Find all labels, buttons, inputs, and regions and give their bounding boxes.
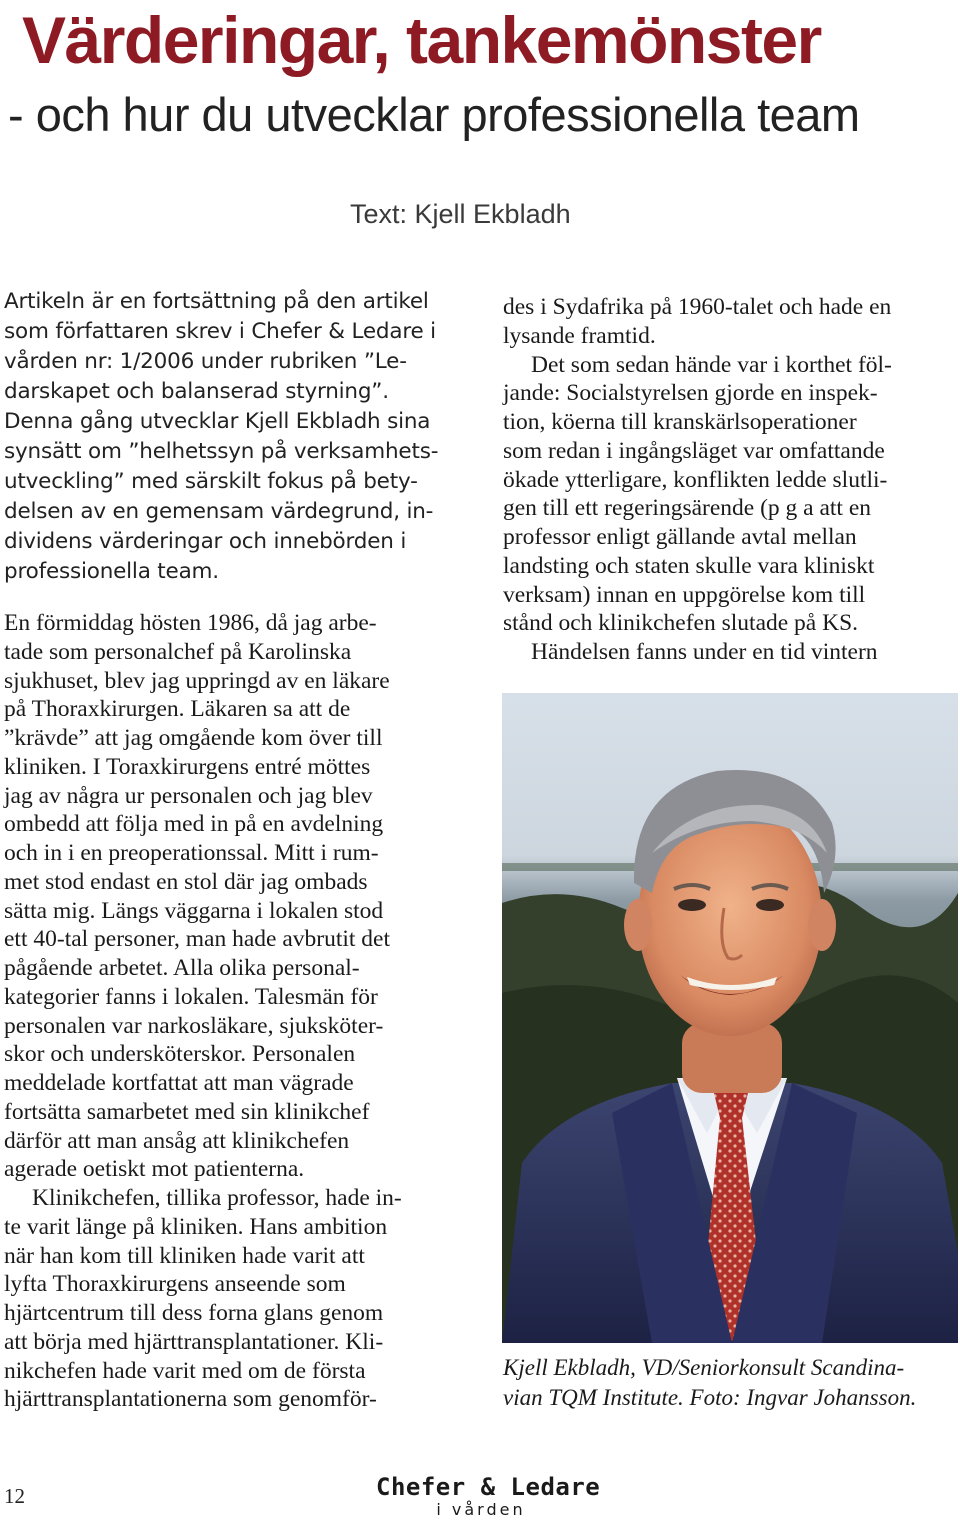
- page-number: 12: [4, 1484, 25, 1508]
- body-line: lyfta Thoraxkirurgens anseende som: [4, 1271, 346, 1298]
- body-line: kategorier fanns i lokalen. Talesmän för: [4, 983, 378, 1010]
- article-subtitle: - och hur du utvecklar professionella team: [8, 88, 860, 141]
- body-line: tion, köerna till kranskärlsoperationer: [503, 409, 857, 435]
- portrait-illustration: [502, 693, 958, 1343]
- body-line: agerade oetiskt mot patienterna.: [4, 1156, 305, 1183]
- body-line: En förmiddag hösten 1986, då jag arbe-: [4, 610, 377, 636]
- ingress-line: Artikeln är en fortsättning på den artikel: [4, 289, 429, 314]
- body-line: verksam) innan en uppgörelse kom till: [503, 581, 866, 608]
- body-line: te varit länge på kliniken. Hans ambition: [4, 1213, 388, 1240]
- body-line: jande: Socialstyrelsen gjorde en inspek-: [503, 380, 878, 407]
- ingress-line: vården nr: 1/2006 under rubriken ”Le-: [4, 349, 407, 374]
- body-line: på Thoraxkirurgen. Läkaren sa att de: [4, 696, 351, 723]
- ingress-line: Denna gång utvecklar Kjell Ekbladh sina: [4, 409, 431, 434]
- body-line: ombedd att följa med in på en avdelning: [4, 811, 384, 838]
- ingress-line: darskapet och balanserad styrning”.: [4, 379, 389, 404]
- body-column-left: [4, 609, 454, 1414]
- body-line: Klinikchefen, tillika professor, hade in-: [32, 1185, 402, 1211]
- body-line: och in i en preoperationssal. Mitt i rum-: [4, 840, 379, 866]
- body-line: gen till ett regeringsärende (p g a att en: [503, 495, 872, 522]
- ingress-line: som författaren skrev i Chefer & Ledare i: [4, 319, 436, 344]
- body-line: ”krävde” att jag omgående kom över till: [4, 725, 383, 751]
- byline: Text: Kjell Ekbladh: [350, 199, 571, 229]
- ingress-line: utveckling” med särskilt fokus på bety-: [4, 469, 418, 494]
- ingress-line: dividens värderingar och innebörden i: [4, 529, 407, 554]
- photo-caption: [503, 1353, 958, 1413]
- ingress-paragraph: [4, 287, 454, 587]
- author-photo: [502, 693, 958, 1343]
- body-line: lysande framtid.: [503, 322, 656, 349]
- body-line: meddelade kortfattat att man vägrade: [4, 1070, 354, 1096]
- body-line: när han kom till kliniken hade varit att: [4, 1242, 365, 1269]
- body-line: skor och undersköterskor. Personalen: [4, 1041, 356, 1068]
- ingress-line: delsen av en gemensam värdegrund, in-: [4, 499, 434, 524]
- body-line: professor enligt gällande avtal mellan: [503, 524, 857, 550]
- body-line: nikchefen hade varit med om de första: [4, 1357, 366, 1384]
- body-line: met stod endast en stol där jag ombads: [4, 868, 368, 895]
- ingress-line: synsätt om ”helhetssyn på verksamhets-: [4, 439, 439, 464]
- body-line: som redan i ingångsläget var omfattande: [503, 437, 885, 464]
- body-line: hjärttransplantationerna som genomför-: [4, 1386, 377, 1413]
- body-line: Händelsen fanns under en tid vintern: [531, 639, 878, 665]
- body-line: att börja med hjärttransplantationer. Kli-: [4, 1328, 384, 1355]
- body-line: tade som personalchef på Karolinska: [4, 638, 352, 665]
- publication-logo: [376, 1473, 601, 1519]
- body-column-right: [503, 293, 953, 667]
- body-line: pågående arbetet. Alla olika personal-: [4, 955, 360, 981]
- body-line: hjärtcentrum till dess forna glans genom: [4, 1300, 384, 1326]
- caption-line: vian TQM Institute. Foto: Ingvar Johansson.: [503, 1385, 917, 1410]
- body-line: därför att man ansåg att klinikchefen: [4, 1127, 350, 1154]
- logo-wordmark: Chefer & Ledare: [376, 1473, 601, 1501]
- body-line: des i Sydafrika på 1960-talet och hade en: [503, 294, 892, 320]
- body-line: landsting och staten skulle vara kliniskt: [503, 552, 875, 579]
- ingress-line: professionella team.: [4, 559, 219, 584]
- body-line: ett 40-tal personer, man hade avbrutit det: [4, 926, 391, 953]
- body-line: jag av några ur personalen och jag blev: [4, 782, 373, 809]
- body-line: stånd och klinikchefen slutade på KS.: [503, 610, 859, 637]
- body-line: ökade ytterligare, konflikten ledde slutli-: [503, 466, 888, 493]
- body-line: fortsätta samarbetet med sin klinikchef: [4, 1098, 370, 1125]
- body-line: kliniken. I Toraxkirurgens entré möttes: [4, 753, 371, 780]
- body-line: Det som sedan hände var i korthet föl-: [531, 351, 892, 378]
- caption-line: Kjell Ekbladh, VD/Seniorkonsult Scandina-: [503, 1355, 905, 1380]
- article-title: Värderingar, tankemönster: [22, 3, 821, 77]
- body-line: sätta mig. Längs väggarna i lokalen stod: [4, 897, 384, 924]
- body-line: personalen var narkosläkare, sjuksköter-: [4, 1012, 384, 1039]
- body-line: sjukhuset, blev jag uppringd av en läkare: [4, 667, 390, 694]
- logo-subtitle: i vården: [436, 1500, 526, 1519]
